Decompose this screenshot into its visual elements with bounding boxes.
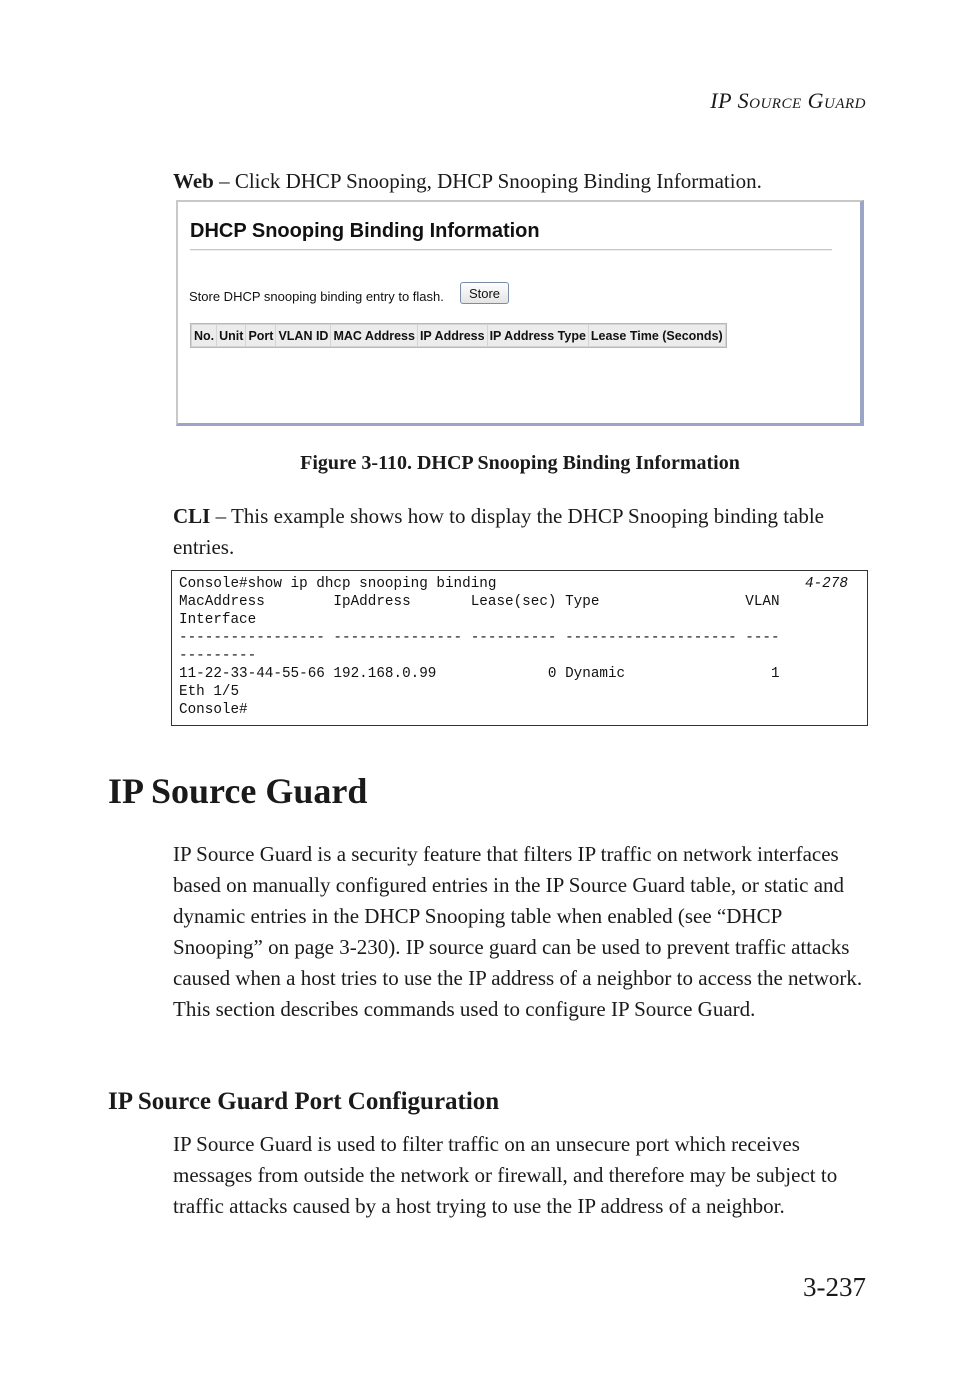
- section-title: IP Source Guard: [108, 771, 368, 811]
- cli-line: MacAddress IpAddress Lease(sec) Type VLAN: [179, 594, 780, 610]
- figure-caption: Figure 3-110. DHCP Snooping Binding Information: [300, 452, 740, 474]
- screenshot-title: DHCP Snooping Binding Information: [190, 220, 540, 242]
- store-button[interactable]: Store: [460, 282, 509, 304]
- cli-text: – This example shows how to display the DHCP Snooping binding table entries.: [173, 504, 825, 559]
- binding-table: [190, 323, 727, 348]
- cli-line: ---------: [179, 648, 257, 664]
- cli-line: ----------------- --------------- ---------- -------------------- ----: [179, 630, 780, 646]
- cli-line: Eth 1/5: [179, 684, 240, 700]
- ui-screenshot: [176, 200, 864, 426]
- col-port: Port: [246, 325, 275, 346]
- binding-table-header-row: [192, 325, 725, 346]
- cli-reference: 4-278: [805, 576, 848, 592]
- col-ip-address: IP Address: [418, 325, 487, 346]
- cli-example: [171, 570, 868, 726]
- web-lead: Web: [173, 169, 214, 193]
- running-header: IP Source Guard: [710, 88, 866, 113]
- cli-intro: [173, 501, 873, 563]
- cli-line: 11-22-33-44-55-66 192.168.0.99 0 Dynamic 1: [179, 666, 780, 682]
- col-ip-address-type: IP Address Type: [488, 325, 588, 346]
- cli-lead: CLI: [173, 504, 211, 528]
- cli-line: Console#: [179, 702, 248, 718]
- col-lease-time: Lease Time (Seconds): [589, 325, 725, 346]
- web-intro: [173, 166, 762, 197]
- col-unit: Unit: [217, 325, 245, 346]
- col-vlan-id: VLAN ID: [276, 325, 330, 346]
- web-text: – Click DHCP Snooping, DHCP Snooping Binding Information.: [213, 169, 762, 193]
- page-number: 3-237: [803, 1272, 866, 1302]
- subsection-paragraph: IP Source Guard is used to filter traffic on an unsecure port which receives messages from outside the network or firewall, and therefore may be subject to traffic attacks caused by a host trying to use the IP address of a neighbor.: [173, 1132, 838, 1218]
- col-no: No.: [192, 325, 216, 346]
- col-mac-address: MAC Address: [331, 325, 417, 346]
- section-paragraph: IP Source Guard is a security feature that filters IP traffic on network interfaces based on manually configured entries in the IP Source Guard table, or static and dynamic entries in the DHCP Snooping table when enabled (see “DHCP Snooping” on page 3-230). IP source guard can be used to prevent traffic attacks caused when a host tries to use the IP address of a neighbor to access the network. This section describes commands used to configure IP Source Guard.: [173, 842, 863, 1021]
- store-label: Store DHCP snooping binding entry to flash.: [189, 289, 444, 304]
- cli-command: Console#show ip dhcp snooping binding: [179, 576, 497, 592]
- subsection-title: IP Source Guard Port Configuration: [108, 1088, 500, 1115]
- cli-line: Interface: [179, 612, 257, 628]
- title-divider: [190, 249, 832, 251]
